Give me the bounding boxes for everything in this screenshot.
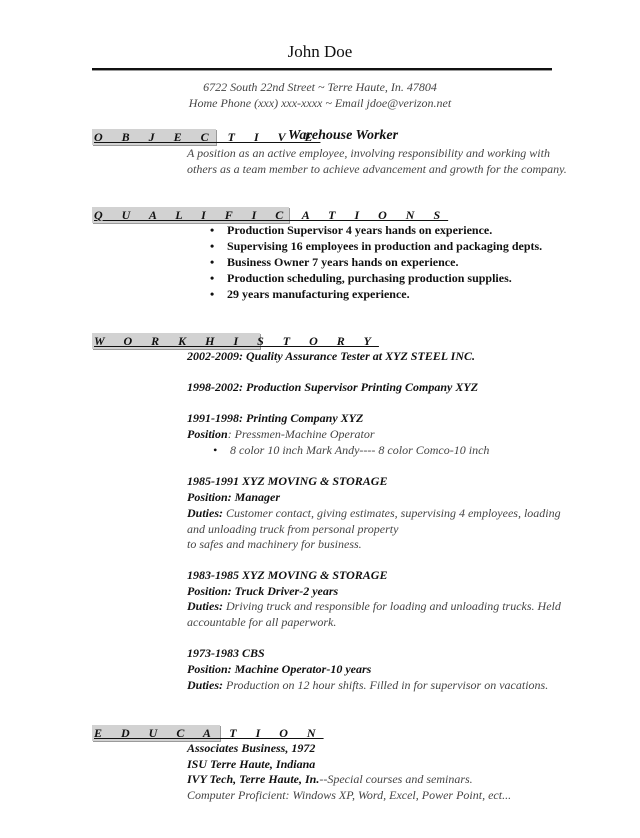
list-item: • 29 years manufacturing experience. — [210, 287, 550, 303]
section-heading-education: E D U C A T I O N — [94, 726, 324, 740]
job-position: Position: Machine Operator-10 years — [187, 662, 372, 676]
list-item: • Production scheduling, purchasing production supplies. — [210, 271, 550, 287]
education-degree: Associates Business, 1972 — [187, 741, 316, 755]
job-position: Position: Manager — [187, 490, 281, 504]
qualifications-list — [210, 223, 550, 303]
section-heading-work-history: W O R K H I S T O R Y — [94, 334, 379, 348]
list-item: • Supervising 16 employees in production and packaging depts. — [210, 239, 550, 255]
job-title: 1998-2002: Production Supervisor Printing Company XYZ — [187, 380, 479, 394]
job-title: 1973-1983 CBS — [187, 646, 265, 660]
job-position: Position: Truck Driver-2 years — [187, 584, 339, 598]
education-computer-skills: Computer Proficient: Windows XP, Word, Excel, Power Point, ect... — [187, 788, 512, 802]
job-title: 1991-1998: Printing Company XYZ — [187, 411, 364, 425]
header-divider — [92, 68, 552, 71]
job-duties: Duties: Customer contact, giving estimates, supervising 4 employees, loading and unloading truck from personal property — [187, 506, 561, 536]
job-duties: Duties: Production on 12 hour shifts. Filled in for supervisor on vacations. — [187, 678, 549, 692]
resume-name: John Doe — [287, 42, 353, 61]
job-duties-continued: to safes and machinery for business. — [187, 537, 362, 551]
section-heading-objective: O B J E C T I V E — [94, 130, 321, 144]
phone-email: Home Phone (xxx) xxx-xxxx ~ Email jdoe@verizon.net — [188, 96, 452, 110]
list-item: • Production Supervisor 4 years hands on experience. — [210, 223, 550, 239]
job-title: 1985-1991 XYZ MOVING & STORAGE — [187, 474, 388, 488]
address: 6722 South 22nd Street ~ Terre Haute, In. 47804 — [203, 80, 437, 94]
job-position: Position: Pressmen-Machine Operator — [187, 427, 375, 441]
job-duties: Duties: Driving truck and responsible for loading and unloading trucks. Held accountable for all paperwork. — [187, 599, 561, 629]
job-title: 2002-2009: Quality Assurance Tester at XYZ STEEL INC. — [187, 349, 476, 363]
job-title: 1983-1985 XYZ MOVING & STORAGE — [187, 568, 388, 582]
section-heading-qualifications: Q U A L I F I C A T I O N S — [94, 208, 449, 222]
list-item: • Business Owner 7 years hands on experience. — [210, 255, 550, 271]
objective-text: A position as an active employee, involving responsibility and working with others as a team member to achieve advancement and growth for the company. — [187, 146, 567, 176]
education-ivy-tech: IVY Tech, Terre Haute, In.--Special courses and seminars. — [187, 772, 473, 786]
job-bullet: • 8 color 10 inch Mark Andy---- 8 color Comco-10 inch — [213, 443, 489, 458]
objective-title: Warehouse Worker — [288, 128, 399, 143]
education-school: ISU Terre Haute, Indiana — [187, 757, 316, 771]
